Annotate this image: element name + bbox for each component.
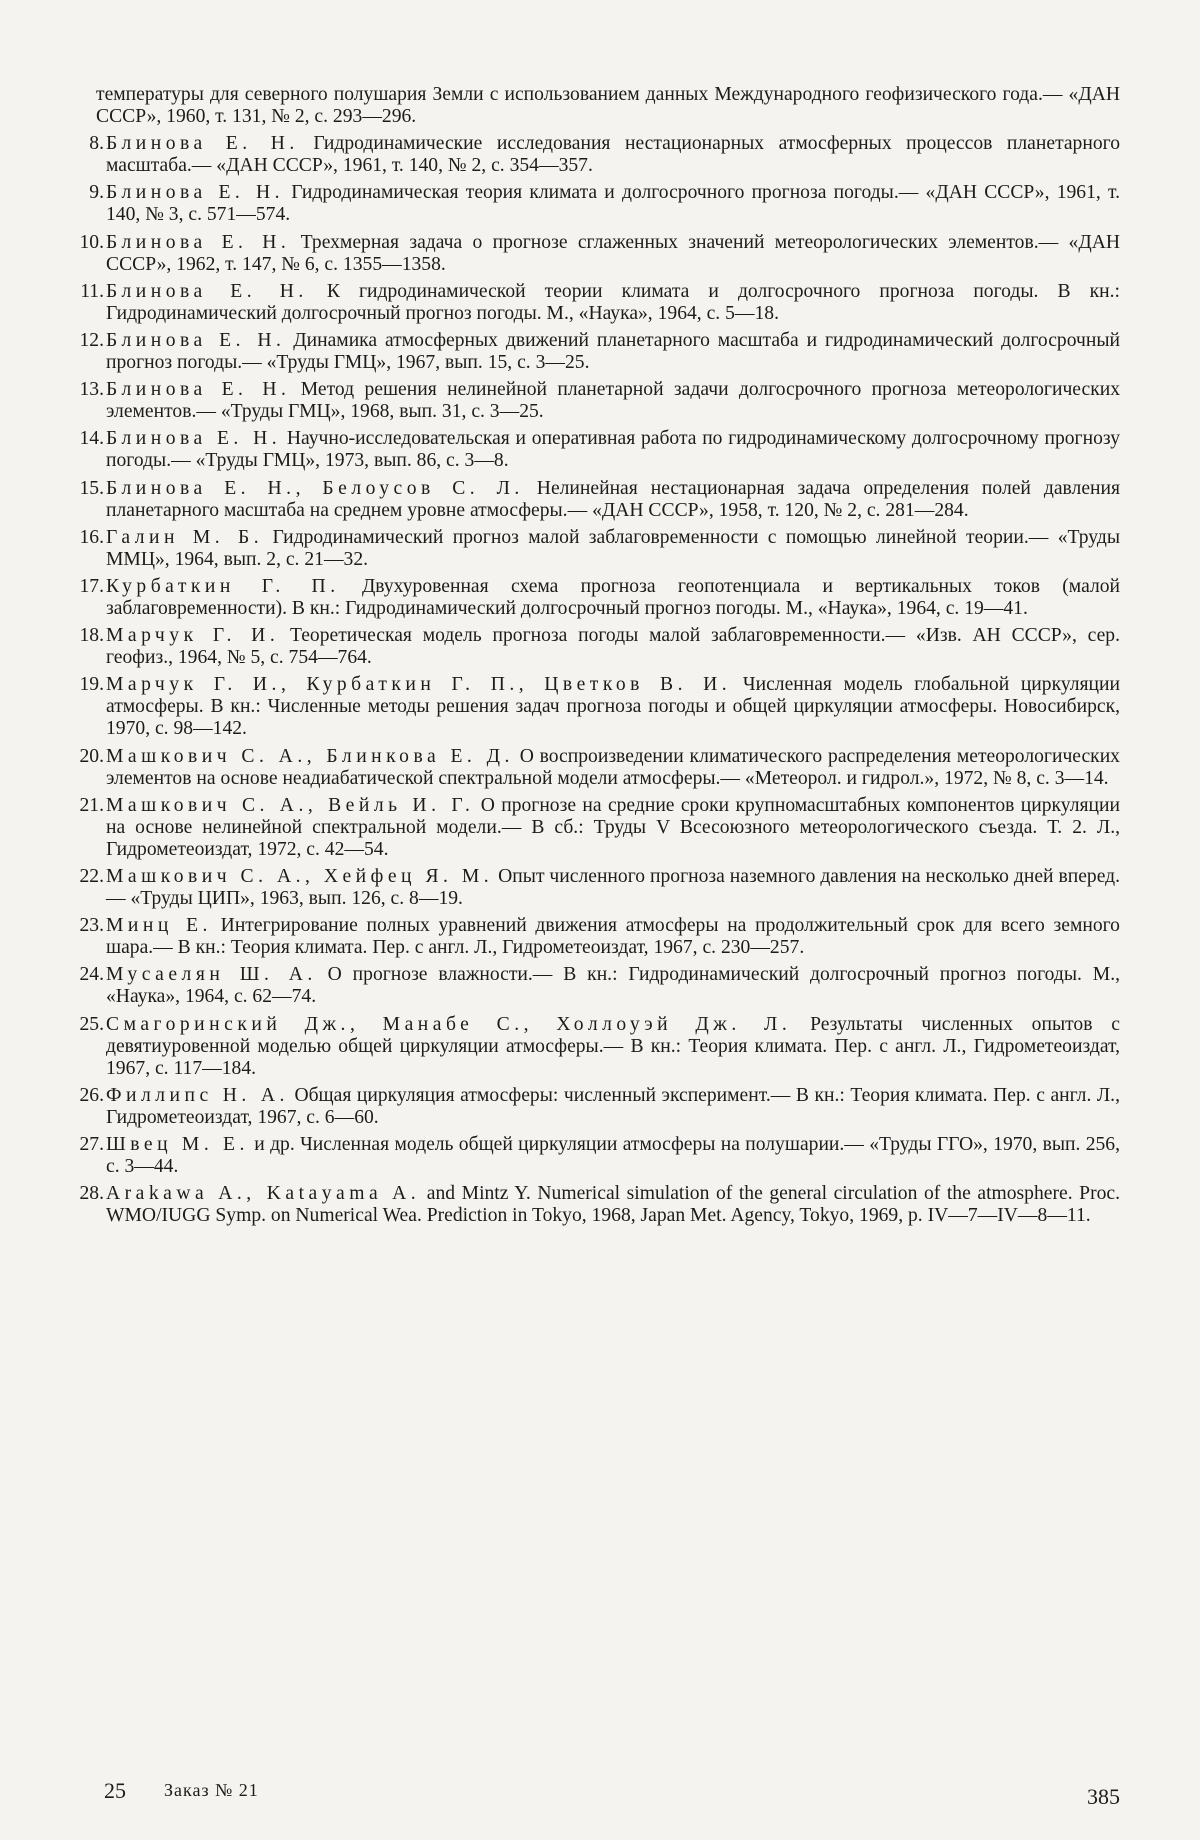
reference-text: Двухуровенная схема прогноза геопотенциала и вертикальных токов (малой заблаговременности). В кн.: Гидродинамический долгосрочный прогноз погоды. М., «Наука», 1964, с. 19—41. <box>106 575 1121 619</box>
reference-list <box>79 84 1121 1232</box>
reference-author: Филлипс Н. А. <box>106 1084 289 1106</box>
reference-text: Общая циркуляция атмосферы: численный эксперимент.— В кн.: Теория климата. Пер. с англ. Л., Гидрометеоиздат, 1967, с. 6—60. <box>106 1084 1120 1128</box>
reference-author: Блинова Е. Н. <box>106 231 291 253</box>
reference-text: Результаты численных опытов с девятиуровенной моделью общей циркуляции атмосферы.— В кн.: Теория климата. Пер. с англ. Л., Гидрометеоиздат, 1967, с. 117—184. <box>106 1013 1120 1079</box>
reference-number: 20. <box>79 745 104 767</box>
reference-entry <box>79 745 1120 790</box>
reference-text: Трехмерная задача о прогнозе сглаженных значений метеорологических элементов.— «ДАН СССР», 1962, т. 147, № 6, с. 1355—1358. <box>106 231 1120 275</box>
reference-entry <box>80 280 1120 325</box>
reference-author: Курбаткин Г. П. <box>106 575 340 597</box>
reference-text: К гидродинамической теории климата и долгосрочного прогноза погоды. В кн.: Гидродинамический долгосрочный прогноз погоды. М., «Наука», 1964, с. 5—18. <box>106 280 1120 324</box>
reference-author: Минц Е. <box>106 915 212 937</box>
reference-number: 11. <box>80 280 104 302</box>
reference-author: Машкович С. А., Хейфец Я. М. <box>106 866 494 887</box>
reference-number: 28. <box>79 1183 104 1205</box>
reference-text: и др. Численная модель общей циркуляции атмосферы на полушарии.— «Труды ГГО», 1970, вып. 256, с. 3—44. <box>106 1134 1120 1178</box>
reference-number: 14. <box>79 428 104 450</box>
reference-number: 10. <box>79 231 104 253</box>
reference-author: Марчук Г. И., Курбаткин Г. П., Цветков В. И. <box>106 674 732 696</box>
reference-number: 27. <box>79 1134 104 1156</box>
reference-author: Блинова Е. Н. <box>106 329 286 351</box>
continued-reference-text: температуры для северного полушария Земли с использованием данных Международного геофизического года.— «ДАН СССР», 1960, т. 131, № 2, с. 293—296. <box>96 84 1120 128</box>
reference-text: Численная модель глобальной циркуляции атмосферы. В кн.: Численные методы решения задач прогноза погоды и общей циркуляции атмосферы. Новосибирск, 1970, с. 98—142. <box>106 674 1121 740</box>
reference-items <box>79 133 1121 1227</box>
reference-author: Блинова Е. Н., Белоусов С. Л. <box>106 477 524 499</box>
reference-text: Метод решения нелинейной планетарной задачи долгосрочного прогноза метеорологических элементов.— «Труды ГМЦ», 1968, вып. 31, с. 3—25. <box>106 379 1120 423</box>
reference-author: Марчук Г. И. <box>106 625 280 647</box>
reference-entry <box>89 182 1120 226</box>
reference-text: Гидродинамический прогноз малой заблаговременности с помощью линейной теории.— «Труды ММЦ», 1964, вып. 2, с. 21—32. <box>106 526 1120 570</box>
reference-author: Блинова Е. Н. <box>106 428 282 450</box>
reference-author: Arakawa A., Katayama A. <box>106 1183 421 1205</box>
reference-entry <box>79 379 1120 423</box>
reference-number: 19. <box>79 674 104 696</box>
reference-author: Смагоринский Дж., Манабе С., Холлоуэй Дж. Л. <box>106 1013 792 1035</box>
reference-number: 25. <box>79 1013 104 1035</box>
reference-text: Теоретическая модель прогноза погоды малой заблаговременности.— «Изв. АН СССР», сер. геофиз., 1964, № 5, с. 754—764. <box>106 625 1120 669</box>
reference-entry <box>89 133 1120 177</box>
reference-entry <box>79 428 1120 472</box>
reference-entry <box>79 625 1120 669</box>
reference-text: Гидродинамические исследования нестационарных атмосферных процессов планетарного масштаба.— «ДАН СССР», 1961, т. 140, № 2, с. 354—357. <box>106 133 1120 177</box>
reference-number: 23. <box>79 915 104 937</box>
order-label: Заказ № 21 <box>164 1780 259 1800</box>
reference-entry <box>79 575 1121 620</box>
reference-author: Блинова Е. Н. <box>106 280 308 302</box>
reference-number: 9. <box>89 182 104 204</box>
reference-author: Блинова Е. Н. <box>106 379 291 401</box>
page-number: 385 <box>1087 1784 1120 1809</box>
reference-entry <box>79 526 1120 571</box>
reference-number: 26. <box>79 1084 104 1106</box>
reference-number: 15. <box>79 477 104 499</box>
reference-author: Машкович С. А., Вейль И. Г. <box>106 794 475 816</box>
reference-entry <box>79 1084 1120 1129</box>
reference-number: 21. <box>79 794 104 816</box>
reference-text: Опыт численного прогноза наземного давления на несколько дней вперед.— «Труды ЦИП», 1963, вып. 126, с. 8—19. <box>106 866 1121 910</box>
reference-number: 17. <box>79 575 104 597</box>
reference-text: Нелинейная нестационарная задача определения полей давления планетарного масштаба на среднем уровне атмосферы.— «ДАН СССР», 1958, т. 120, № 2, с. 281—284. <box>106 477 1120 521</box>
reference-number: 13. <box>79 379 104 401</box>
reference-entry <box>79 231 1120 276</box>
reference-number: 24. <box>79 964 104 986</box>
reference-entry <box>79 915 1120 959</box>
reference-entry <box>79 964 1120 1008</box>
reference-entry <box>79 794 1120 861</box>
reference-entry <box>79 1013 1120 1080</box>
reference-number: 12. <box>79 329 104 351</box>
reference-author: Машкович С. А., Блинкова Е. Д. <box>106 745 514 767</box>
reference-entry <box>79 1134 1120 1178</box>
reference-text: and Mintz Y. Numerical simulation of the general circulation of the atmosphere. Proc. WMO/IUGG Symp. on Numerical Wea. Prediction in Tokyo, 1968, Japan Met. Agency, Tokyo, 1969, p. IV—7—IV—8—11. <box>106 1183 1120 1227</box>
signature-number: 25 <box>104 1778 126 1803</box>
reference-number: 18. <box>79 625 104 647</box>
page-footer <box>96 1778 1120 1808</box>
reference-text: О прогнозе влажности.— В кн.: Гидродинамический долгосрочный прогноз погоды. М., «Наука», 1964, с. 62—74. <box>106 964 1120 1008</box>
reference-number: 16. <box>79 526 104 548</box>
reference-text: О прогнозе на средние сроки крупномасштабных компонентов циркуляции на основе нелинейной спектральной модели.— В сб.: Труды V Всесоюзного метеорологического съезда. Т. 2. Л., Гидрометеоиздат, 1972, с. 42—54. <box>106 794 1120 860</box>
reference-author: Галин М. Б. <box>106 526 264 548</box>
reference-author: Мусаелян Ш. А. <box>106 964 317 986</box>
reference-author: Блинова Е. Н. <box>106 133 299 155</box>
reference-author: Швец М. Е. <box>106 1134 249 1156</box>
reference-entry <box>79 329 1120 374</box>
reference-entry <box>79 477 1120 522</box>
reference-text: Научно-исследовательская и оперативная работа по гидродинамическому долгосрочному прогнозу погоды.— «Труды ГМЦ», 1973, вып. 86, с. 3—8. <box>106 428 1120 472</box>
reference-text: Динамика атмосферных движений планетарного масштаба и гидродинамический долгосрочный прогноз погоды.— «Труды ГМЦ», 1967, вып. 15, с. 3—25. <box>106 329 1120 374</box>
reference-number: 22. <box>79 866 104 887</box>
reference-text: Гидродинамическая теория климата и долгосрочного прогноза погоды.— «ДАН СССР», 1961, т. 140, № 3, с. 571—574. <box>106 182 1120 226</box>
reference-entry <box>79 866 1121 910</box>
reference-entry <box>79 1183 1120 1227</box>
reference-author: Блинова Е. Н. <box>106 182 285 204</box>
reference-entry <box>79 674 1121 740</box>
reference-text: О воспроизведении климатического распределения метеорологических элементов на основе неадиабатической спектральной модели атмосферы.— «Метеорол. и гидрол.», 1972, № 8, с. 3—14. <box>106 745 1120 789</box>
reference-number: 8. <box>89 133 104 155</box>
reference-text: Интегрирование полных уравнений движения атмосферы на продолжительный срок для всего земного шара.— В кн.: Теория климата. Пер. с англ. Л., Гидрометеоиздат, 1967, с. 230—257. <box>106 915 1120 959</box>
